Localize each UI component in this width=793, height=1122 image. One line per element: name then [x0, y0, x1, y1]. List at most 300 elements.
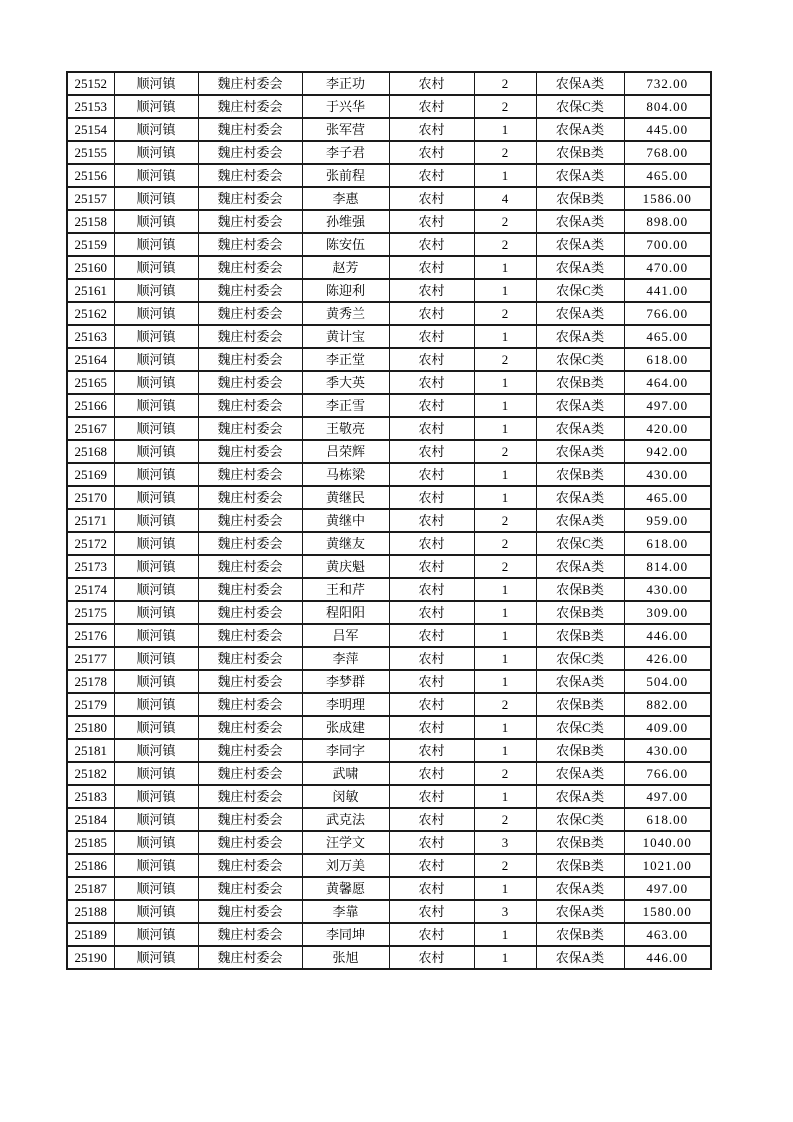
cell-serial-number: 25172	[67, 532, 114, 555]
cell-residence-type: 农村	[389, 693, 474, 716]
cell-amount: 942.00	[624, 440, 711, 463]
cell-person-count: 2	[474, 95, 536, 118]
cell-village-committee: 魏庄村委会	[198, 210, 302, 233]
cell-town: 顺河镇	[114, 95, 198, 118]
cell-insurance-class: 农保A类	[536, 486, 624, 509]
cell-person-count: 2	[474, 72, 536, 95]
cell-person-count: 2	[474, 762, 536, 785]
cell-person-count: 1	[474, 716, 536, 739]
cell-serial-number: 25178	[67, 670, 114, 693]
cell-village-committee: 魏庄村委会	[198, 555, 302, 578]
cell-residence-type: 农村	[389, 808, 474, 831]
cell-amount: 1021.00	[624, 854, 711, 877]
cell-town: 顺河镇	[114, 578, 198, 601]
cell-person-count: 2	[474, 348, 536, 371]
cell-amount: 804.00	[624, 95, 711, 118]
cell-village-committee: 魏庄村委会	[198, 118, 302, 141]
cell-town: 顺河镇	[114, 210, 198, 233]
cell-person-count: 1	[474, 417, 536, 440]
table-row	[67, 509, 711, 532]
cell-serial-number: 25174	[67, 578, 114, 601]
cell-village-committee: 魏庄村委会	[198, 348, 302, 371]
cell-person-count: 2	[474, 210, 536, 233]
table-row	[67, 647, 711, 670]
cell-serial-number: 25158	[67, 210, 114, 233]
cell-serial-number: 25185	[67, 831, 114, 854]
cell-residence-type: 农村	[389, 509, 474, 532]
cell-town: 顺河镇	[114, 693, 198, 716]
table-row	[67, 463, 711, 486]
cell-person-name: 张旭	[302, 946, 389, 969]
cell-person-name: 武克法	[302, 808, 389, 831]
cell-town: 顺河镇	[114, 509, 198, 532]
cell-insurance-class: 农保C类	[536, 532, 624, 555]
cell-village-committee: 魏庄村委会	[198, 302, 302, 325]
cell-insurance-class: 农保A类	[536, 900, 624, 923]
cell-residence-type: 农村	[389, 923, 474, 946]
table-row	[67, 923, 711, 946]
cell-residence-type: 农村	[389, 831, 474, 854]
cell-village-committee: 魏庄村委会	[198, 187, 302, 210]
cell-amount: 814.00	[624, 555, 711, 578]
cell-insurance-class: 农保B类	[536, 854, 624, 877]
cell-person-count: 2	[474, 693, 536, 716]
cell-serial-number: 25163	[67, 325, 114, 348]
cell-insurance-class: 农保A类	[536, 118, 624, 141]
cell-town: 顺河镇	[114, 348, 198, 371]
cell-amount: 898.00	[624, 210, 711, 233]
cell-serial-number: 25160	[67, 256, 114, 279]
cell-village-committee: 魏庄村委会	[198, 325, 302, 348]
cell-amount: 465.00	[624, 164, 711, 187]
table-row	[67, 578, 711, 601]
cell-person-name: 李明理	[302, 693, 389, 716]
cell-serial-number: 25177	[67, 647, 114, 670]
cell-insurance-class: 农保C类	[536, 808, 624, 831]
cell-town: 顺河镇	[114, 900, 198, 923]
cell-person-count: 1	[474, 325, 536, 348]
table-row	[67, 141, 711, 164]
cell-amount: 426.00	[624, 647, 711, 670]
table-row	[67, 854, 711, 877]
cell-person-count: 1	[474, 164, 536, 187]
cell-person-count: 2	[474, 532, 536, 555]
cell-insurance-class: 农保A类	[536, 877, 624, 900]
cell-serial-number: 25175	[67, 601, 114, 624]
cell-person-count: 1	[474, 647, 536, 670]
cell-person-name: 王和芹	[302, 578, 389, 601]
cell-serial-number: 25159	[67, 233, 114, 256]
cell-insurance-class: 农保C类	[536, 716, 624, 739]
cell-amount: 618.00	[624, 808, 711, 831]
table-row	[67, 210, 711, 233]
cell-insurance-class: 农保C类	[536, 95, 624, 118]
cell-serial-number: 25156	[67, 164, 114, 187]
cell-insurance-class: 农保A类	[536, 325, 624, 348]
cell-village-committee: 魏庄村委会	[198, 532, 302, 555]
cell-residence-type: 农村	[389, 95, 474, 118]
cell-residence-type: 农村	[389, 946, 474, 969]
cell-residence-type: 农村	[389, 762, 474, 785]
cell-town: 顺河镇	[114, 233, 198, 256]
cell-person-count: 2	[474, 141, 536, 164]
cell-person-count: 1	[474, 739, 536, 762]
cell-village-committee: 魏庄村委会	[198, 440, 302, 463]
table-row	[67, 72, 711, 95]
cell-amount: 497.00	[624, 394, 711, 417]
cell-amount: 1580.00	[624, 900, 711, 923]
cell-person-count: 4	[474, 187, 536, 210]
cell-serial-number: 25167	[67, 417, 114, 440]
cell-village-committee: 魏庄村委会	[198, 486, 302, 509]
cell-village-committee: 魏庄村委会	[198, 785, 302, 808]
cell-town: 顺河镇	[114, 923, 198, 946]
cell-residence-type: 农村	[389, 302, 474, 325]
cell-person-count: 2	[474, 440, 536, 463]
cell-person-name: 王敬亮	[302, 417, 389, 440]
cell-person-count: 2	[474, 509, 536, 532]
cell-person-count: 1	[474, 463, 536, 486]
cell-insurance-class: 农保A类	[536, 256, 624, 279]
cell-insurance-class: 农保B类	[536, 371, 624, 394]
cell-insurance-class: 农保A类	[536, 233, 624, 256]
cell-amount: 766.00	[624, 762, 711, 785]
cell-serial-number: 25166	[67, 394, 114, 417]
cell-serial-number: 25183	[67, 785, 114, 808]
cell-insurance-class: 农保A类	[536, 509, 624, 532]
cell-village-committee: 魏庄村委会	[198, 509, 302, 532]
cell-insurance-class: 农保C类	[536, 348, 624, 371]
cell-residence-type: 农村	[389, 371, 474, 394]
table-row	[67, 325, 711, 348]
cell-amount: 497.00	[624, 785, 711, 808]
cell-serial-number: 25161	[67, 279, 114, 302]
cell-residence-type: 农村	[389, 394, 474, 417]
cell-amount: 464.00	[624, 371, 711, 394]
cell-insurance-class: 农保B类	[536, 693, 624, 716]
cell-village-committee: 魏庄村委会	[198, 854, 302, 877]
table-row	[67, 739, 711, 762]
cell-residence-type: 农村	[389, 141, 474, 164]
cell-amount: 882.00	[624, 693, 711, 716]
cell-residence-type: 农村	[389, 118, 474, 141]
cell-amount: 618.00	[624, 348, 711, 371]
cell-town: 顺河镇	[114, 831, 198, 854]
cell-amount: 430.00	[624, 463, 711, 486]
table-row	[67, 233, 711, 256]
cell-person-name: 李子君	[302, 141, 389, 164]
cell-town: 顺河镇	[114, 877, 198, 900]
cell-amount: 732.00	[624, 72, 711, 95]
cell-serial-number: 25164	[67, 348, 114, 371]
cell-person-count: 1	[474, 256, 536, 279]
cell-person-name: 李同坤	[302, 923, 389, 946]
cell-person-name: 于兴华	[302, 95, 389, 118]
cell-insurance-class: 农保A类	[536, 164, 624, 187]
cell-amount: 768.00	[624, 141, 711, 164]
cell-town: 顺河镇	[114, 325, 198, 348]
cell-town: 顺河镇	[114, 440, 198, 463]
cell-town: 顺河镇	[114, 785, 198, 808]
cell-person-count: 2	[474, 302, 536, 325]
cell-town: 顺河镇	[114, 762, 198, 785]
cell-village-committee: 魏庄村委会	[198, 417, 302, 440]
table-row	[67, 394, 711, 417]
cell-amount: 1040.00	[624, 831, 711, 854]
cell-town: 顺河镇	[114, 141, 198, 164]
cell-amount: 959.00	[624, 509, 711, 532]
cell-town: 顺河镇	[114, 164, 198, 187]
cell-insurance-class: 农保B类	[536, 923, 624, 946]
cell-person-name: 李梦群	[302, 670, 389, 693]
cell-town: 顺河镇	[114, 670, 198, 693]
cell-serial-number: 25154	[67, 118, 114, 141]
cell-serial-number: 25157	[67, 187, 114, 210]
cell-village-committee: 魏庄村委会	[198, 808, 302, 831]
cell-amount: 430.00	[624, 578, 711, 601]
table-row	[67, 118, 711, 141]
cell-person-name: 李同字	[302, 739, 389, 762]
cell-serial-number: 25168	[67, 440, 114, 463]
cell-town: 顺河镇	[114, 532, 198, 555]
cell-village-committee: 魏庄村委会	[198, 877, 302, 900]
cell-amount: 1586.00	[624, 187, 711, 210]
cell-person-count: 1	[474, 394, 536, 417]
cell-village-committee: 魏庄村委会	[198, 624, 302, 647]
cell-residence-type: 农村	[389, 785, 474, 808]
cell-person-count: 1	[474, 946, 536, 969]
cell-person-count: 1	[474, 486, 536, 509]
table-row	[67, 371, 711, 394]
cell-residence-type: 农村	[389, 187, 474, 210]
cell-residence-type: 农村	[389, 716, 474, 739]
cell-serial-number: 25152	[67, 72, 114, 95]
cell-town: 顺河镇	[114, 601, 198, 624]
table-row	[67, 532, 711, 555]
cell-person-name: 张军营	[302, 118, 389, 141]
cell-serial-number: 25165	[67, 371, 114, 394]
cell-residence-type: 农村	[389, 601, 474, 624]
cell-person-name: 黄继友	[302, 532, 389, 555]
cell-person-name: 黄继中	[302, 509, 389, 532]
cell-person-count: 3	[474, 900, 536, 923]
table-row	[67, 785, 711, 808]
cell-village-committee: 魏庄村委会	[198, 256, 302, 279]
cell-village-committee: 魏庄村委会	[198, 900, 302, 923]
cell-insurance-class: 农保A类	[536, 555, 624, 578]
cell-serial-number: 25170	[67, 486, 114, 509]
cell-residence-type: 农村	[389, 417, 474, 440]
cell-serial-number: 25182	[67, 762, 114, 785]
cell-amount: 409.00	[624, 716, 711, 739]
cell-insurance-class: 农保B类	[536, 187, 624, 210]
cell-person-name: 黄秀兰	[302, 302, 389, 325]
insurance-roster-table	[66, 71, 712, 970]
cell-insurance-class: 农保A类	[536, 440, 624, 463]
cell-person-name: 黄馨愿	[302, 877, 389, 900]
cell-insurance-class: 农保A类	[536, 417, 624, 440]
cell-residence-type: 农村	[389, 210, 474, 233]
cell-person-name: 黄继民	[302, 486, 389, 509]
cell-person-name: 武啸	[302, 762, 389, 785]
cell-residence-type: 农村	[389, 325, 474, 348]
cell-village-committee: 魏庄村委会	[198, 670, 302, 693]
cell-residence-type: 农村	[389, 532, 474, 555]
table-row	[67, 348, 711, 371]
cell-amount: 504.00	[624, 670, 711, 693]
cell-person-name: 吕荣辉	[302, 440, 389, 463]
cell-person-count: 1	[474, 923, 536, 946]
cell-amount: 618.00	[624, 532, 711, 555]
cell-amount: 766.00	[624, 302, 711, 325]
cell-person-name: 程阳阳	[302, 601, 389, 624]
cell-village-committee: 魏庄村委会	[198, 601, 302, 624]
cell-serial-number: 25186	[67, 854, 114, 877]
cell-amount: 446.00	[624, 946, 711, 969]
cell-serial-number: 25171	[67, 509, 114, 532]
cell-town: 顺河镇	[114, 739, 198, 762]
cell-residence-type: 农村	[389, 486, 474, 509]
table-row	[67, 693, 711, 716]
table-row	[67, 670, 711, 693]
cell-residence-type: 农村	[389, 555, 474, 578]
cell-amount: 441.00	[624, 279, 711, 302]
cell-person-count: 2	[474, 555, 536, 578]
table-row	[67, 164, 711, 187]
cell-village-committee: 魏庄村委会	[198, 716, 302, 739]
cell-person-name: 黄庆魁	[302, 555, 389, 578]
cell-person-name: 张前程	[302, 164, 389, 187]
cell-insurance-class: 农保B类	[536, 831, 624, 854]
cell-residence-type: 农村	[389, 854, 474, 877]
cell-amount: 430.00	[624, 739, 711, 762]
cell-amount: 445.00	[624, 118, 711, 141]
cell-serial-number: 25176	[67, 624, 114, 647]
cell-person-name: 闵敏	[302, 785, 389, 808]
cell-serial-number: 25190	[67, 946, 114, 969]
cell-town: 顺河镇	[114, 187, 198, 210]
cell-person-name: 吕军	[302, 624, 389, 647]
cell-residence-type: 农村	[389, 647, 474, 670]
cell-serial-number: 25188	[67, 900, 114, 923]
cell-town: 顺河镇	[114, 371, 198, 394]
cell-insurance-class: 农保B类	[536, 141, 624, 164]
cell-town: 顺河镇	[114, 118, 198, 141]
cell-amount: 446.00	[624, 624, 711, 647]
cell-person-count: 1	[474, 670, 536, 693]
cell-town: 顺河镇	[114, 946, 198, 969]
cell-insurance-class: 农保B类	[536, 578, 624, 601]
cell-serial-number: 25184	[67, 808, 114, 831]
table-row	[67, 716, 711, 739]
cell-person-count: 1	[474, 371, 536, 394]
cell-residence-type: 农村	[389, 463, 474, 486]
cell-person-name: 陈迎利	[302, 279, 389, 302]
cell-person-name: 李正雪	[302, 394, 389, 417]
table-row	[67, 417, 711, 440]
cell-residence-type: 农村	[389, 348, 474, 371]
cell-serial-number: 25173	[67, 555, 114, 578]
cell-insurance-class: 农保A类	[536, 394, 624, 417]
cell-person-count: 1	[474, 785, 536, 808]
table-row	[67, 900, 711, 923]
cell-town: 顺河镇	[114, 256, 198, 279]
cell-village-committee: 魏庄村委会	[198, 279, 302, 302]
table-row	[67, 279, 711, 302]
cell-insurance-class: 农保B类	[536, 601, 624, 624]
cell-town: 顺河镇	[114, 808, 198, 831]
cell-residence-type: 农村	[389, 624, 474, 647]
cell-town: 顺河镇	[114, 394, 198, 417]
cell-insurance-class: 农保A类	[536, 670, 624, 693]
cell-person-name: 刘万美	[302, 854, 389, 877]
cell-residence-type: 农村	[389, 578, 474, 601]
cell-person-count: 1	[474, 578, 536, 601]
cell-insurance-class: 农保A类	[536, 72, 624, 95]
cell-serial-number: 25155	[67, 141, 114, 164]
cell-person-name: 陈安伍	[302, 233, 389, 256]
cell-person-count: 3	[474, 831, 536, 854]
table-row	[67, 256, 711, 279]
cell-insurance-class: 农保B类	[536, 463, 624, 486]
cell-amount: 465.00	[624, 325, 711, 348]
table-row	[67, 946, 711, 969]
cell-village-committee: 魏庄村委会	[198, 72, 302, 95]
cell-serial-number: 25162	[67, 302, 114, 325]
cell-serial-number: 25189	[67, 923, 114, 946]
cell-person-count: 2	[474, 233, 536, 256]
cell-residence-type: 农村	[389, 900, 474, 923]
cell-residence-type: 农村	[389, 670, 474, 693]
cell-person-count: 2	[474, 854, 536, 877]
cell-town: 顺河镇	[114, 854, 198, 877]
cell-amount: 309.00	[624, 601, 711, 624]
table-row	[67, 624, 711, 647]
cell-insurance-class: 农保B类	[536, 739, 624, 762]
cell-amount: 463.00	[624, 923, 711, 946]
table-row	[67, 808, 711, 831]
cell-person-count: 2	[474, 808, 536, 831]
cell-residence-type: 农村	[389, 440, 474, 463]
cell-village-committee: 魏庄村委会	[198, 463, 302, 486]
cell-village-committee: 魏庄村委会	[198, 164, 302, 187]
cell-person-name: 汪学文	[302, 831, 389, 854]
cell-village-committee: 魏庄村委会	[198, 762, 302, 785]
cell-amount: 497.00	[624, 877, 711, 900]
cell-village-committee: 魏庄村委会	[198, 739, 302, 762]
cell-serial-number: 25179	[67, 693, 114, 716]
cell-residence-type: 农村	[389, 164, 474, 187]
cell-village-committee: 魏庄村委会	[198, 394, 302, 417]
table-row	[67, 187, 711, 210]
cell-town: 顺河镇	[114, 417, 198, 440]
cell-village-committee: 魏庄村委会	[198, 233, 302, 256]
cell-insurance-class: 农保B类	[536, 624, 624, 647]
cell-person-name: 季大英	[302, 371, 389, 394]
cell-town: 顺河镇	[114, 279, 198, 302]
cell-village-committee: 魏庄村委会	[198, 141, 302, 164]
cell-village-committee: 魏庄村委会	[198, 923, 302, 946]
cell-village-committee: 魏庄村委会	[198, 831, 302, 854]
cell-residence-type: 农村	[389, 279, 474, 302]
cell-insurance-class: 农保A类	[536, 302, 624, 325]
cell-town: 顺河镇	[114, 555, 198, 578]
cell-person-name: 黄计宝	[302, 325, 389, 348]
cell-village-committee: 魏庄村委会	[198, 95, 302, 118]
cell-serial-number: 25180	[67, 716, 114, 739]
cell-person-name: 李靠	[302, 900, 389, 923]
cell-amount: 700.00	[624, 233, 711, 256]
